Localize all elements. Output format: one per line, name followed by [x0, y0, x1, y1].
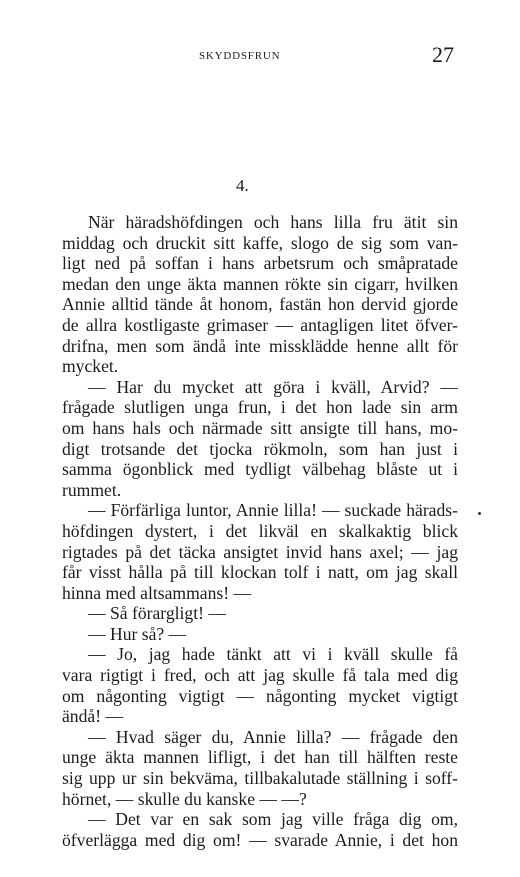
text-line: ändå! — — [62, 706, 124, 727]
text-line: rummet. — [62, 479, 122, 500]
text-line: När häradshöfdingen och hans lilla fru ätit sin — [88, 212, 458, 232]
text-line: unge äkta mannen lifligt, i det han till hälften reste — [62, 747, 458, 768]
text-line: samma ögonblick med tydligt välbehag blåste ut i — [62, 459, 458, 480]
running-title: SKYDDSFRUN — [199, 50, 281, 62]
text-line: medan den unge äkta mannen rökte sin cigarr, hvilken — [62, 273, 458, 294]
text-line: ligt ned på soffan i hans arbetsrum och småpratade — [62, 253, 458, 274]
body-text — [62, 212, 458, 850]
text-line: höfdingen dystert, i det likväl en skalkaktig blick — [62, 520, 458, 541]
text-line: Annie alltid tände åt honom, fastän hon dervid gjorde — [62, 294, 458, 315]
chapter-number: 4. — [236, 176, 249, 195]
page-number: 27 — [432, 42, 454, 67]
text-line: — Har du mycket att göra i kväll, Arvid? — — [88, 376, 458, 397]
text-line: — Det var en sak som jag ville fråga dig om, — [88, 809, 458, 830]
text-line: vara rigtigt i fred, och att jag skulle få tala med dig — [62, 665, 458, 686]
text-line: öfverlägga med dig om! — svarade Annie, i det hon — [62, 829, 458, 850]
text-line: — Jo, jag hade tänkt att vi i kväll skulle få — [88, 644, 458, 665]
text-line: sig upp ur sin bekväma, tillbakalutade ställning i soff- — [62, 768, 458, 789]
text-line: middag och druckit sitt kaffe, slogo de sig som van- — [62, 232, 458, 253]
text-line: digt trotsande det tjocka rökmoln, som han just i — [62, 438, 458, 459]
text-line: hörnet, — skulle du kanske — —? — [62, 788, 307, 809]
text-line: — Så förargligt! — — [88, 603, 226, 624]
text-line: om hans hals och närmade sitt ansigte till hans, mo- — [62, 417, 458, 438]
text-line: — Förfärliga luntor, Annie lilla! — suckade härads- — [88, 500, 458, 521]
text-line: de allra kostligaste grimaser — antagligen litet öfver- — [62, 314, 458, 335]
text-line: drifna, men som ändå inte missklädde henne allt för — [62, 335, 458, 356]
text-line: om någonting vigtigt — någonting mycket vigtigt — [62, 685, 458, 706]
text-line: — Hur så? — — [88, 623, 187, 644]
text-line: — Hvad säger du, Annie lilla? — frågade den — [88, 726, 458, 747]
text-line: rigtades på det täcka ansigtet invid hans axel; — jag — [62, 541, 458, 562]
text-line: mycket. — [62, 356, 119, 377]
text-line: får visst hålla på till klockan tolf i natt, om jag skall — [62, 562, 458, 583]
text-line: hinna med altsammans! — — [62, 582, 252, 603]
text-line: frågade slutligen unga frun, i det hon lade sin arm — [62, 397, 458, 418]
print-speck — [478, 512, 481, 515]
